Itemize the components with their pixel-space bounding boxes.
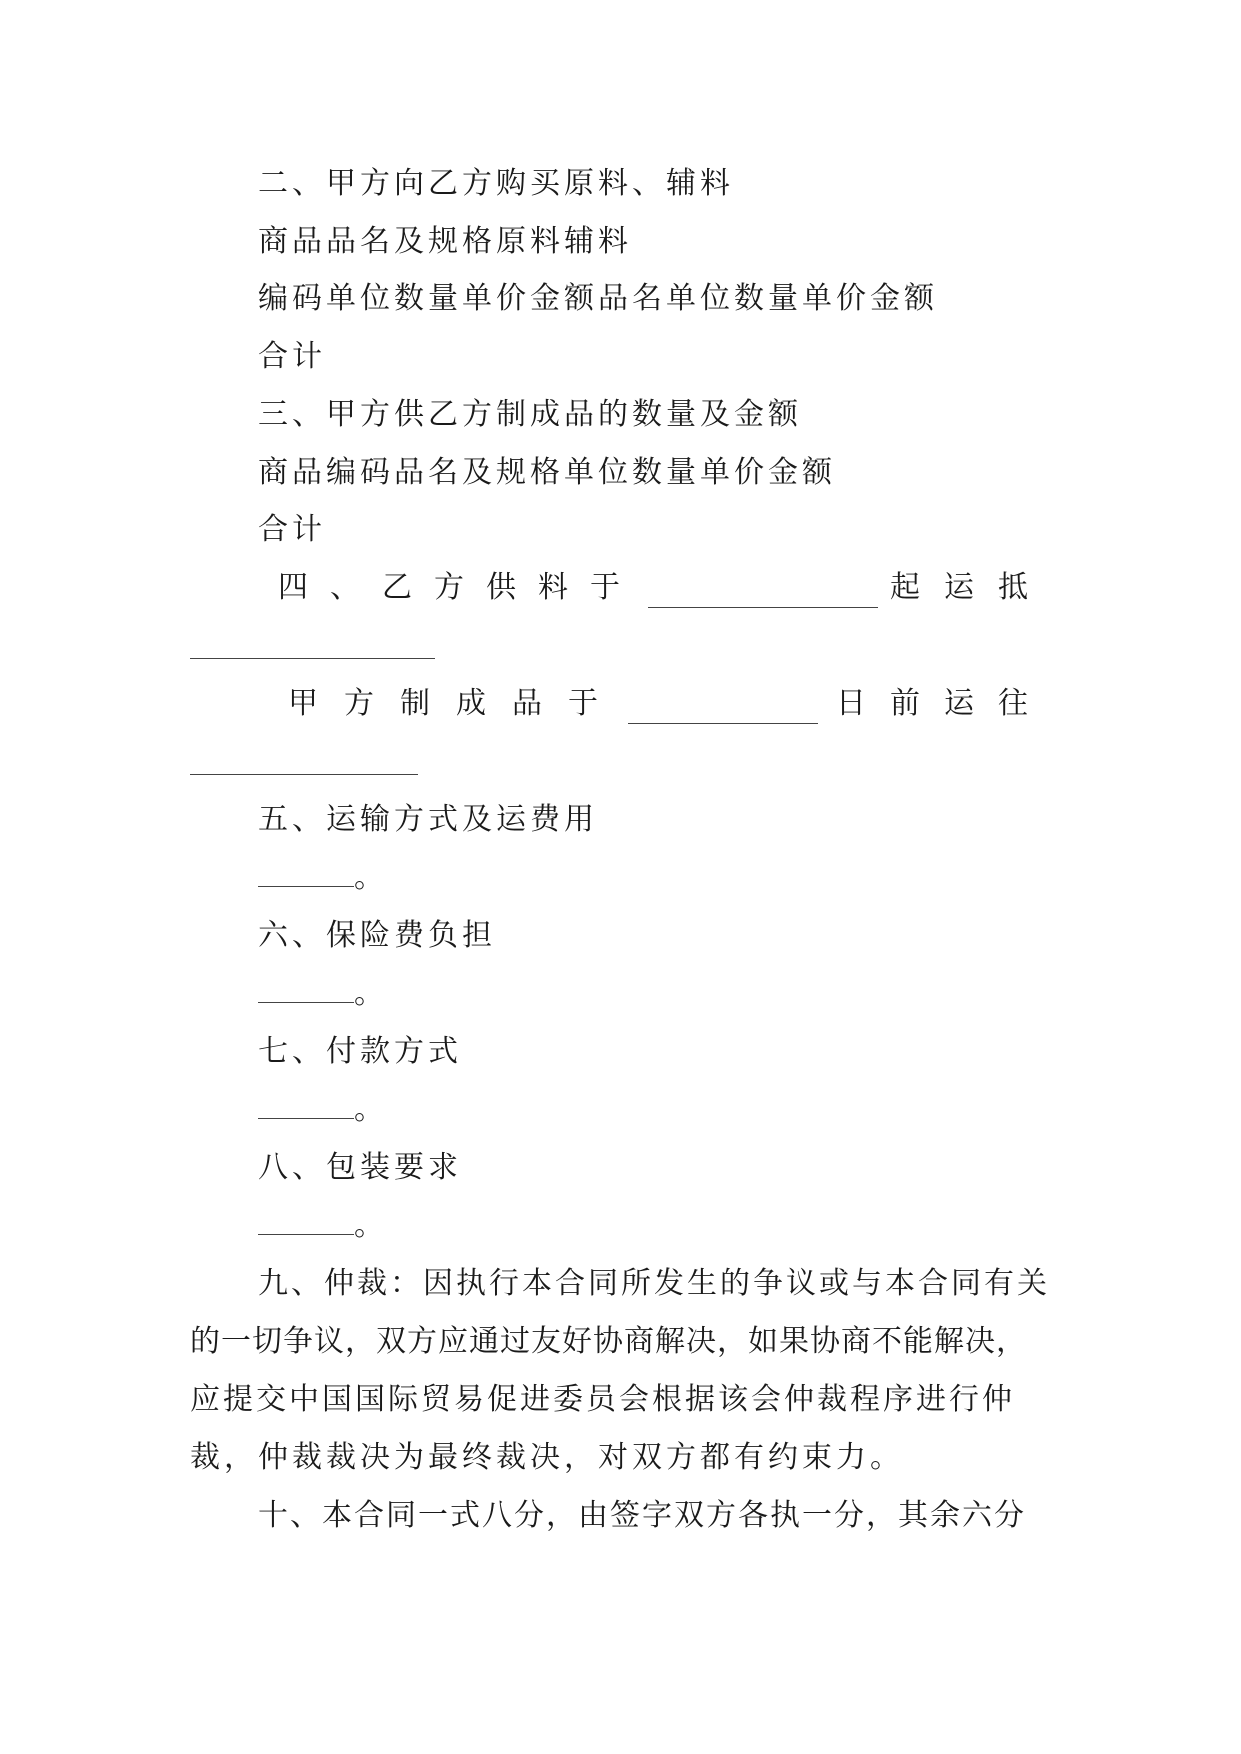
- section-8-heading: 八、包装要求: [258, 1150, 462, 1185]
- table-header-row-1: 商品品名及规格原料辅料: [258, 224, 632, 259]
- period-mark: 。: [354, 1092, 388, 1127]
- section-9-line-4: 裁，仲裁裁决为最终裁决，对双方都有约束力。: [190, 1440, 904, 1475]
- period-mark: 。: [354, 860, 388, 895]
- period-mark: 。: [354, 1208, 388, 1243]
- section-9-line-1: 九、仲裁：因执行本合同所发生的争议或与本合同有关: [258, 1266, 1050, 1301]
- section-5-blank-line: [258, 858, 388, 898]
- blank-field: [258, 858, 354, 887]
- total-label-2: 合计: [258, 512, 326, 547]
- section-7-heading: 七、付款方式: [258, 1034, 462, 1069]
- section-10-line-1: 十、本合同一式八分，由签字双方各执一分，其余六分: [258, 1498, 1026, 1533]
- section-9-line-3: 应提交中国国际贸易促进委员会根据该会仲裁程序进行仲: [190, 1382, 1015, 1417]
- section-8-blank-line: [258, 1206, 388, 1246]
- total-label-1: 合计: [258, 339, 326, 374]
- blank-field: [190, 658, 435, 659]
- product-ship-line: [190, 684, 1052, 724]
- period-mark: 。: [354, 976, 388, 1011]
- section-6-blank-line: [258, 974, 388, 1014]
- table-header-row-3: 商品编码品名及规格单位数量单价金额: [258, 455, 836, 490]
- section-4-text-a: 四、乙方供料于: [278, 570, 642, 605]
- section-5-heading: 五、运输方式及运费用: [258, 802, 598, 837]
- blank-field: [190, 774, 418, 775]
- section-9-line-2: 的一切争议，双方应通过友好协商解决，如果协商不能解决，: [190, 1324, 1027, 1359]
- section-7-blank-line: [258, 1090, 388, 1130]
- blank-field: [258, 974, 354, 1003]
- product-ship-text-a: 甲方制成品于: [288, 686, 624, 721]
- blank-field: [258, 1206, 354, 1235]
- section-4-line: [190, 568, 1052, 608]
- blank-field: [648, 579, 878, 608]
- product-ship-text-b: 日前运往: [836, 686, 1052, 721]
- blank-field: [258, 1090, 354, 1119]
- section-4-text-b: 起运抵: [890, 570, 1052, 605]
- blank-field: [628, 695, 818, 724]
- table-header-row-2: 编码单位数量单价金额品名单位数量单价金额: [258, 281, 938, 316]
- section-2-heading: 二、甲方向乙方购买原料、辅料: [258, 166, 734, 201]
- section-3-heading: 三、甲方供乙方制成品的数量及金额: [258, 397, 802, 432]
- section-6-heading: 六、保险费负担: [258, 918, 496, 953]
